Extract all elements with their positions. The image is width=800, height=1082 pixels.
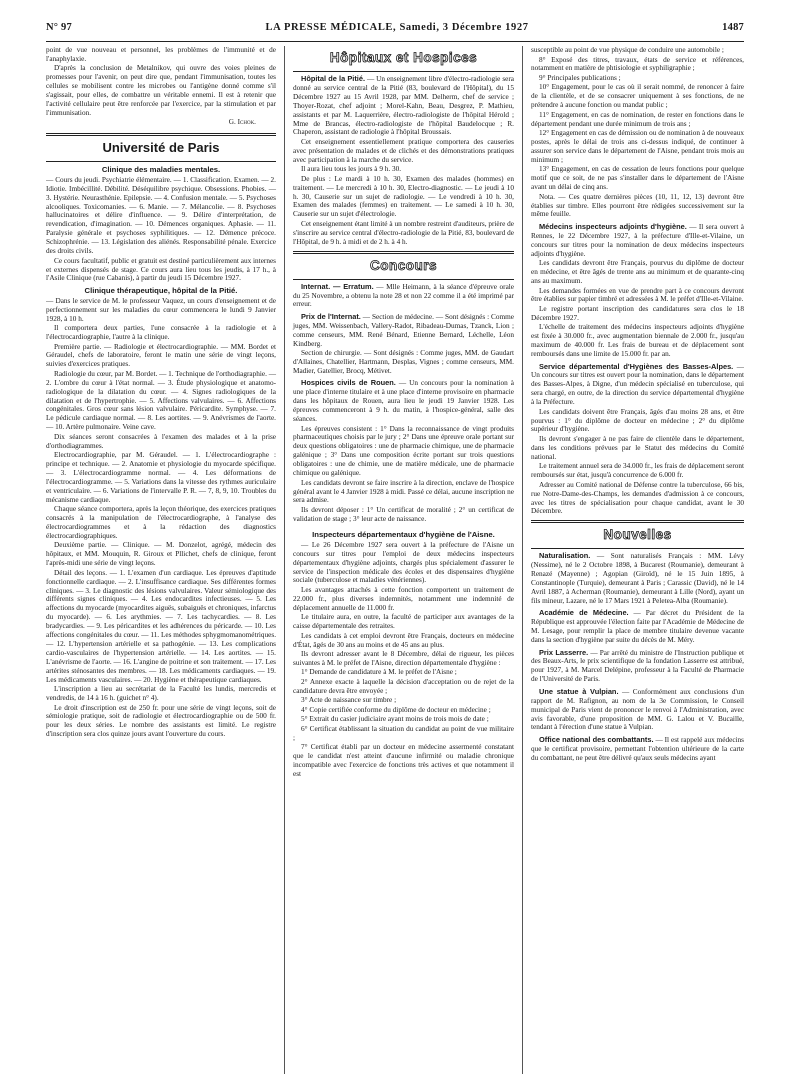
paragraph: — Le 26 Décembre 1927 sera ouvert à la préfecture de l'Aisne un concours sur titres pour l'emploi de deux médecins inspecteurs départementaux d'hygiène adjoints, chargés plus spécialement d'assurer le service de l'inspection médicale des écoles et des dispensaires d'hygiène sociale (tuberculose et maladies vénériennes).	[293, 540, 514, 585]
list-item: 10° Engagement, pour le cas où il serait nommé, de renoncer à faire de la clientèle, et de se consacrer uniquement à ses fonctions, de ne prétendre à aucune fonction ou mandat public ;	[531, 83, 744, 110]
list-item: 13° Engagement, en cas de cessation de leurs fonctions pour quelque motif que ce soit, de ne pas s'installer dans le département de l'Aisne avant un délai de cinq ans.	[531, 165, 744, 192]
paragraph: Le droit d'inscription est de 250 fr. pour une série de vingt leçons, soit de sémiologie pratique, soit de radiologie et électrocardiographie ou de 500 fr. pour les deux séries. Le nombre des assistants est limité. Le registre d'inscription sera clos quinze jours avant l'ouverture du cours.	[46, 703, 276, 739]
heading-internat: Internat. — Erratum.	[301, 281, 374, 291]
header-rule	[46, 41, 744, 42]
list-item: 1° Demande de candidature à M. le préfet de l'Aisne ;	[301, 668, 457, 677]
heading-vulpian: Une statue à Vulpian.	[539, 686, 619, 696]
heading-naturalisation: Naturalisation.	[539, 551, 591, 561]
paragraph: Ce cours facultatif, public et gratuit est destiné particulièrement aux internes et externes dispensés de stage. Ce cours aura lieu tous les jeudis, à 17 h., à l'Asile Clinique (rue Cabanis), à partir du jeudi 15 Décembre 1927.	[46, 256, 276, 283]
section-rule	[531, 548, 744, 549]
publication-title: LA PRESSE MÉDICALE, Samedi, 3 Décembre 1927	[265, 22, 529, 33]
paragraph: — Section de médecine. — Sont désignés : Comme juges, MM. Weissenbach, Vallery-Radot, Ribadeau-Dumas, Tzanck, Lion ; comme censeurs, MM. René Bénard, Etienne Bernard, Léchelle, Léon Kindberg.	[293, 312, 515, 348]
section-rule	[531, 520, 744, 523]
section-title-universite: Université de Paris	[102, 140, 220, 156]
paragraph: Ils devront déposer : 1° Un certificat de moralité ; 2° un certificat de validation de stage ; 3° leur acte de naissance.	[293, 505, 514, 523]
list-item: susceptible au point de vue physique de conduire une automobile ;	[531, 46, 724, 54]
section-title-hopitaux: Hôpitaux et Hospices	[329, 50, 478, 65]
paragraph: Les candidats à cet emploi devront être Français, docteurs en médecine d'État, âgés de 30 ans au moins et de 45 ans au plus.	[293, 631, 514, 649]
paragraph: Les avantages attachés à cette fonction comportent un traitement de 22.000 fr., plus diverses indemnités, notamment une indemnité de déplacement annuelle de 11.000 fr.	[293, 585, 514, 612]
column-1	[46, 46, 284, 1074]
issue-number: N° 97	[46, 22, 72, 33]
heading-basses-alpes: Service départemental d'Hygiènes des Basses-Alpes.	[539, 361, 734, 371]
column-2	[284, 46, 522, 1074]
paragraph: Les candidats devront se faire inscrire à la direction, enclave de l'hospice général avant le 4 Janvier 1928 à midi. Passé ce délai, aucune inscription ne sera admise.	[293, 478, 514, 505]
paragraph: Il comportera deux parties, l'une consacrée à la radiologie et à l'électrocardiographie, l'autre à la clinique.	[46, 324, 276, 342]
list-item: 6° Certificat établissant la situation du candidat au point de vue militaire ;	[293, 724, 514, 742]
section-rule	[293, 279, 514, 280]
paragraph: Les candidats doivent être Français, âgés d'au moins 28 ans, et être pourvus : 1° du diplôme de docteur en médecine ; 2° du diplôme supérieur d'hygiène.	[531, 407, 744, 434]
paragraph: — Cours du jeudi. Psychiatrie élémentaire. — 1. Classification. Examen. — 2. Idiotie. Imbécillité. Débilité. Déséquilibre psychique. Obsessions. Phobies. — 3. Hystérie. Neurasthénie. Epilepsie. — 4. Confusion mentale. — 5. Psychoses alcooliques. Toxicomanies. — 6. Manie. — 7. Mélancolie. — 8. Psychoses hallucinatoires et délire d'influence. — 9. Délire d'interprétation, de revendication, d'imagination. — 10. Démences organiques. Aphasie. — 11. Paralysie générale et psychoses syphilitiques. — 12. Démence précoce. Schizophrénie. — 13. Législation des aliénés. Responsabilité pénale. Exercice des droits civils.	[46, 175, 276, 256]
paragraph: Les demandes formées en vue de prendre part à ce concours devront être établies sur papier timbré et adressées à M. le préfet d'Ille-et-Vilaine.	[531, 286, 744, 304]
paragraph: — Il sera ouvert à Rennes, le 22 Décembre 1927, à la préfecture d'Ille-et-Vilaine, un concours sur titres pour la nomination de deux médecins inspecteurs adjoints d'hygiène.	[531, 222, 744, 258]
article-signature: G. Ichok.	[228, 118, 256, 127]
paragraph: — Dans le service de M. le professeur Vaquez, un cours d'enseignement et de perfectionnement sur les maladies du cœur commencera le lundi 9 Janvier 1928, à 10 h.	[46, 296, 276, 323]
paragraph: L'inscription a lieu au secrétariat de la Faculté les lundis, mercredis et vendredis, de 14 à 16 h. (guichet n° 4).	[46, 685, 276, 703]
section-title-nouvelles: Nouvelles	[603, 527, 672, 543]
list-item: 12° Engagement en cas de démission ou de nomination à de nouveaux postes, après le délai de trois ans ci-dessus indiqué, de continuer à assurer son service dans le département de l'Aisne, pendant trois mois au minimum ;	[531, 129, 744, 164]
paragraph: Le registre portant inscription des candidatures sera clos le 18 Décembre 1927.	[531, 304, 744, 322]
list-item: 2° Annexe exacte à laquelle la décision d'acceptation ou de rejet de la candidature devra être envoyée ;	[293, 677, 514, 695]
intro-paragraph-1: point de vue nouveau et personnel, les problèmes de l'immunité et de l'anaphylaxie.	[46, 46, 276, 63]
paragraph: Ils devront adresser avant le 8 Décembre, délai de rigueur, les pièces suivantes à M. le préfet de l'Aisne, direction départementale d'hygiène :	[293, 650, 514, 667]
paragraph: Première partie. — Radiologie et électrocardiographie. — MM. Bordet et Géraudel, chefs de laboratoire, feront le matin une série de vingt leçons, suivies d'exercices pratiques.	[46, 342, 276, 369]
heading-office: Office national des combattants.	[539, 734, 654, 744]
column-3	[522, 46, 744, 1074]
paragraph: Deuxième partie. — Clinique. — M. Donzelot, agrégé, médecin des hôpitaux, et MM. Mouquin, R. Giroux et Pllichet, chefs de clinique, feront l'après-midi une série de vingt leçons.	[46, 541, 276, 568]
paragraph: Dix séances seront consacrées à l'examen des malades et à la prise d'orthodiagrammes.	[46, 432, 276, 450]
paragraph: — Mlle Heimann, à la séance d'épreuve orale du 25 Novembre, a obtenu la note 28 et non 22 comme il a été imprimé par erreur.	[293, 282, 515, 309]
list-item: 5° Extrait du casier judiciaire ayant moins de trois mois de date ;	[301, 715, 489, 724]
paragraph: Nota. — Ces quatre dernières pièces (10, 11, 12, 13) devront être établies sur timbre. Elles pourront être rédigées successivement sur la même feuille.	[531, 192, 744, 219]
paragraph: Chaque séance comportera, après la leçon théorique, des exercices pratiques consacrés à la manipulation de l'électrocardiographe, à l'analyse des électrocardiogrammes et à la rédaction des diagnostics électrocardiographiques.	[46, 505, 276, 540]
paragraph: Adresser au Comité national de Défense contre la tuberculose, 66 bis, rue Notre-Dame-des-Champs, les demandes d'admission à ce concours, avec les titres de spécialisation pour chaque candidat, avant le 30 Décembre.	[531, 480, 744, 516]
paragraph: — Conformément aux conclusions d'un rapport de M. Rafignon, au nom de la 3e Commission, le Conseil municipal de Paris vient de prononcer le renvoi à l'Administration, avec avis favorable, d'une proposition de MM. G. Lalou et V. Bucaille, tendant à l'érection d'une statue à Vulpian.	[531, 687, 744, 732]
paragraph: Détail des leçons. — 1. L'examen d'un cardiaque. Les épreuves d'aptitude fonctionnelle cardiaque. — 2. L'insuffisance cardiaque. Ses différentes formes cliniques. — 3. Le diagnostic des lésions valvulaires. Valeur sémiologique des différents signes cliniques. — 4. Les endocardites infectieuses. — 5. Les affections du myocarde (myocardites aiguës, subaiguës et chroniques, infarctus du myocarde). — 6. Les arythmies. — 7. Les tachycardies. — 8. Les bradycardies. — 9. Les péricardites et les adhérences du péricarde. — 10. Les affections congénitales du cœur. — 11. Les méthodes sphygmomanométriques. — 12. L'hypertension artérielle et sa pathogénie. — 13. Les complications cardio-vasculaires de l'hypertension artérielle. — 14. Les aortites. — 15. L'anévrisme de l'aorte. — 16. L'angine de poitrine et son traitement. — 17. Les artérites sténosantes des membres. — 18. Les médicaments cardiaques. — 19. Les médicaments vasculaires. — 20. Hygiène et thérapeutique cardiaques.	[46, 568, 276, 684]
section-rule	[46, 133, 276, 136]
list-item: 4° Copie certifiée conforme du diplôme de docteur en médecine ;	[301, 705, 491, 714]
paragraph: Radiologie du cœur, par M. Bordet. — 1. Technique de l'orthodiagraphie. — 2. L'ombre du cœur à l'état normal. — 3. Étude physiologique et anatomo-radiologique de la dilatation du cœur. — 4. Signes radiologiques de la dilatation et de l'hypertrophie. — 5. Affections valvulaires. — 6. Affections congénitales. Gros cœur sans lésion valvulaire. Péricardite. Symphyse. — 7. Le pédicule cardiaque normal. — 8. Les aortites. — 9. Anévrismes de l'aorte. — 10. Artère pulmonaire. Veine cave.	[46, 369, 276, 432]
heading-clinique-therapeutique: Clinique thérapeutique, hôpital de la Pitié.	[84, 286, 238, 296]
paragraph: Le traitement annuel sera de 34.000 fr., les frais de déplacement seront remboursés sur état, jusqu'à concurrence de 6.000 fr.	[531, 462, 744, 480]
paragraph: De plus : Le mardi à 10 h. 30, Examen des malades (hommes) en traitement. — Le mercredi à 10 h. 30, Electro-diagnostic. — Le jeudi à 10 h. 30, Causerie sur un sujet de radiologie. — Le vendredi à 10 h. 30, Examen des malades (femmes) en traitement. — Le samedi à 10 h. 30, Causerie sur un sujet d'électrologie.	[293, 174, 514, 219]
paragraph: Cet enseignement étant limité à un nombre restreint d'auditeurs, prière de s'inscrire au service central d'électro-radiologie de la Pitié, 83, boulevard de l'Hôpital, de 9 h. à midi et de 2 h. à 4 h.	[293, 219, 514, 246]
page-header	[46, 22, 744, 38]
heading-aisne: Inspecteurs départementaux d'hygiène de l'Aisne.	[312, 530, 495, 540]
paragraph: — Il est rappelé aux médecins que le certificat provisoire, permettant l'obtention ultérieure de la carte du combattant, ne peut être délivré qu'aux seuls médecins ayant	[531, 735, 744, 762]
paragraph: Electrocardiographie, par M. Géraudel. — 1. L'électrocardiographe : principe et technique. — 2. Anatomie et physiologie du myocarde spécifique. — 3. L'électrocardiogramme normal. — 4. Les déformations de l'électrocardiogramme. — 5. Variations dans la vitesse des rythmes auriculaire et ventriculaire. — 6. Variations de l'intervalle P. R. — 7, 8, 9, 10. Troubles du mécanisme cardiaque.	[46, 451, 276, 504]
heading-clinique-mentales	[46, 165, 276, 175]
heading-rouen: Hospices civils de Rouen.	[301, 378, 396, 388]
paragraph: — Un concours pour la nomination à une place d'interne titulaire et à une place d'interne provisoire en pharmacie dans les hôpitaux de Rouen, aura lieu le jeudi 19 Janvier 1928. Les épreuves commenceront à 9 h. du matin, à l'hospice-général, salle des séances.	[293, 379, 515, 424]
list-item: 3° Acte de naissance sur timbre ;	[301, 696, 397, 705]
columns	[46, 46, 744, 1074]
list-item: 7° Certificat établi par un docteur en médecine assermenté constatant que le candidat n'est atteint d'aucune infirmité ou maladie chronique incompatible avec l'exercice de fonctions très actives et que notamment il est	[293, 743, 514, 778]
paragraph: — Par décret du Président de la République est approuvée l'élection faite par l'Académie de Médecine de M. Lesage, pour remplir la place de membre titulaire devenue vacante dans la section d'hygiène par suite du décès de M. Méry.	[531, 609, 744, 645]
page-number: 1487	[722, 22, 744, 33]
paragraph: — Par arrêté du ministre de l'Instruction publique et des Beaux-Arts, le prix scientifique de la fondation Lasserre est attribué, pour 1927, à M. Marcel Delépine, professeur à la Faculté de Pharmacie de l'Université de Paris.	[531, 648, 744, 684]
heading-prix-internat: Prix de l'Internat.	[301, 311, 361, 321]
paragraph: — Un enseignement libre d'électro-radiologie sera donné au service central de la Pitié (83, boulevard de l'Hôpital), du 15 Décembre 1927 au 15 Avril 1928, par MM. Delherm, chef de service ; Thoyer-Rozat, chef adjoint ; Morel-Kahn, Beau, Desgrez, P. Mathieu, assistants et par M. Laquerrière, électro-radiologiste de l'hôpital Hérold ; Mme de Brancas, électro-radiologiste de l'hôpital Baudelocque ; R. Chaperon, assistant de radiologie à l'hôpital Broussais.	[293, 75, 515, 137]
list-item: 11° Engagement, en cas de nomination, de rester en fonctions dans le département pendant une durée minimum de trois ans ;	[531, 110, 744, 128]
paragraph: — Sont naturalisés Français : MM. Lévy (Nessime), né le 2 Octobre 1898, à Bucarest (Roumanie), demeurant à Renazé (Mayenne) ; Agopian (Giroïd), né le 15 Juin 1895, à Constantinople (Turquie), demeurant à Paris ; Carassic (David), né le 14 Avril 1887, à Acherman (Roumanie), demeurant à Lille (Nord), ayant un fils mineur, Lazare, né le 17 Mars 1921 à Peletea-Alba (Roumanie).	[531, 552, 744, 605]
section-rule	[293, 251, 514, 254]
paragraph: Les épreuves consistent : 1° Dans la reconnaissance de vingt produits pharmaceutiques choisis par le jury ; 2° Dans une épreuve orale portant sur deux questions obligatoires : une de pharmacie chimique, une de pharmacie galénique ; 3° Dans une composition écrite portant sur trois questions obligatoires : une de chimie, une de matière médicale, une de pharmacie chimique ou galénique.	[293, 424, 514, 478]
heading-ille: Médecins inspecteurs adjoints d'hygiène.	[539, 221, 687, 231]
intro-paragraph-2: D'après la conclusion de Metalnikov, qui ouvre des voies pleines de promesses pour l'avenir, on peut dire que, pendant l'immunisation, toutes les cellules se mobilisent contre les microbes ou l'antigène donné comme s'il s'agissait, pour elles, de combattre un véritable ennemi. Il est à retenir que l'activité cellulaire peut être renforcée par l'exercice, par la stimulation et par l'immunisation.	[46, 64, 276, 117]
paragraph: — Un concours sur titres est ouvert pour la nomination, dans le département des Basses-Alpes, à Digne, d'un médecin spécialisé en tuberculose, qui sera chargé, en outre, de la direction du service départemental d'hygiène à la Préfecture.	[531, 362, 744, 407]
heading-prix-lasserre: Prix Lasserre.	[539, 647, 589, 657]
paragraph: Il aura lieu tous les jours à 9 h. 30.	[301, 165, 402, 174]
paragraph: Section de chirurgie. — Sont désignés : Comme juges, MM. de Gaudart d'Allaines, Chatellier, Hartmann, Desplas, Vignes ; comme censeurs, MM. Madier, Gatellier, Brocq, Métivet.	[293, 349, 514, 375]
paragraph: Le titulaire aura, en outre, la faculté de participer aux avantages de la caisse départementale des retraites.	[293, 613, 514, 631]
heading-text: Clinique des maladies mentales.	[101, 165, 221, 175]
paragraph: Ils devront s'engager à ne pas faire de clientèle dans le département, dans les conditions prévues par le Statut des médecins du Comité national.	[531, 434, 744, 461]
paragraph: Les candidats devront être Français, pourvus du diplôme de docteur en médecine, et être âgés de trente ans au minimum et de quarante-cinq ans au maximum.	[531, 259, 744, 285]
list-item: 8° Exposé des titres, travaux, états de service et références, notamment en matière de phtisiologie et syphiligraphie ;	[531, 55, 744, 73]
list-item: 9° Principales publications ;	[539, 73, 621, 82]
section-title-concours: Concours	[369, 257, 437, 273]
heading-pitie: Hôpital de la Pitié.	[301, 74, 366, 83]
paragraph: L'échelle de traitement des médecins inspecteurs adjoints d'hygiène est fixée à 30.000 fr., avec augmentation biennale de 2.000 fr., jusqu'au maximum de 40.000 fr. Les frais de bureau et de déplacement sont remboursés dans une limite de 15.000 fr. par an.	[531, 323, 744, 359]
heading-academie: Académie de Médecine.	[539, 608, 629, 618]
paragraph: Cet enseignement essentiellement pratique comportera des causeries avec présentation de malades et de clichés et des démonstrations pratiques avec participation à la marche du service.	[293, 137, 514, 164]
section-rule	[293, 71, 514, 72]
section-rule	[46, 161, 276, 162]
